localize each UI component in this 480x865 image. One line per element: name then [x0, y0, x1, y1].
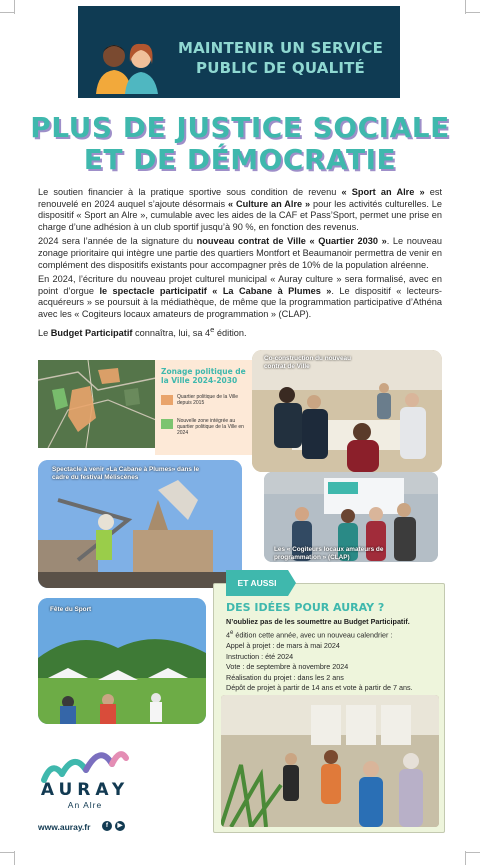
bold-run: le spectacle participatif « La Cabane à Plumes »: [99, 285, 332, 296]
bold-run: nouveau contrat de Ville « Quartier 2030 »: [196, 236, 387, 247]
text-run: est renouvelé en 2024 auquel s’ajoute désormais: [38, 187, 443, 209]
bold-run: Budget Participatif: [50, 327, 133, 338]
fete-du-sport-photo: [38, 598, 206, 724]
crop-mark: [465, 0, 466, 14]
logo-wordmark: AURAY: [40, 780, 130, 800]
crop-mark: [14, 0, 15, 14]
text-run: édition.: [214, 327, 247, 338]
logo-subtitle: An Alre: [67, 800, 103, 810]
exhibition-scene: [221, 695, 439, 827]
banner-title-line1: MAINTENIR UN SERVICE: [177, 39, 384, 57]
superscript: e: [230, 630, 234, 636]
legend-label-2015: Quartier politique de la Ville depuis 2015: [177, 394, 239, 407]
aussi-title: DES IDÉES POUR AURAY ?: [226, 601, 385, 614]
crop-mark: [465, 851, 466, 865]
text-run: édition cette année, avec un nouveau calendrier :: [233, 630, 393, 640]
sport-event-scene: [38, 598, 206, 724]
zonage-map-image: [38, 360, 156, 448]
aussi-calendar: [226, 628, 441, 694]
crop-mark: [466, 12, 480, 13]
aussi-line: Dépôt de projet à partir de 14 ans et vote à partir de 7 ans.: [226, 683, 413, 693]
legend-swatch-2024: [161, 419, 173, 429]
text-run: Le: [38, 327, 51, 338]
zonage-legend-panel: [155, 360, 265, 455]
map-illustration: [38, 360, 156, 448]
website-link[interactable]: www.auray.fr: [38, 822, 91, 832]
caption-coconstruction: Co-construction du nouveau contrat de Ville: [264, 355, 351, 370]
budget-participatif-photo: [221, 695, 439, 827]
superscript: e: [210, 324, 215, 334]
crop-mark: [14, 851, 15, 865]
caption-cogiteurs: Les « Cogiteurs locaux amateurs de programmation » (CLAP): [274, 546, 384, 561]
aussi-line: Vote : de septembre à novembre 2024: [226, 662, 349, 672]
headline-line2: ET DE DÉMOCRATIE: [83, 143, 397, 176]
crop-mark: [0, 12, 14, 13]
crop-mark: [466, 852, 480, 853]
text-run: Le soutien financier à la pratique sportive sous condition de revenu: [38, 187, 342, 197]
article-body: [38, 187, 442, 342]
aussi-line: Instruction : été 2024: [226, 651, 294, 661]
banner-title-line2: PUBLIC DE QUALITÉ: [196, 59, 365, 77]
text-run: connaîtra, lui, sa 4: [132, 327, 211, 338]
aussi-intro: [226, 628, 441, 641]
people-illustration-icon: [92, 34, 162, 94]
paragraph-budget-participatif: [38, 324, 442, 340]
text-run: 2024 sera l’année de la signature du: [38, 236, 197, 247]
facebook-icon[interactable]: f: [102, 821, 112, 831]
page-headline: [20, 112, 460, 176]
text-run: 4: [226, 630, 230, 640]
youtube-icon[interactable]: ▶: [115, 821, 125, 831]
text-run: En 2024, l’écriture du nouveau projet culturel municipal « Auray culture » sera formalisé, avec en point d’orgue: [38, 274, 442, 296]
headline-line1: PLUS DE JUSTICE SOCIALE: [30, 111, 450, 144]
coconstruction-photo: [252, 350, 442, 472]
cogiteurs-photo: [264, 472, 438, 562]
spectacle-photo: [38, 460, 242, 588]
et-aussi-tab: ET AUSSI: [226, 570, 288, 596]
aussi-line: Appel à projet : de mars à mai 2024: [226, 640, 340, 650]
paragraph-projet-culturel: [38, 274, 442, 320]
caption-fete: Fête du Sport: [50, 606, 92, 613]
aussi-subtitle: N’oubliez pas de les soumettre au Budget Participatif.: [226, 617, 410, 626]
text-run: . Le dispositif « lecteurs-acquéreurs » se poursuit à la médiathèque, de même que la programmation participative d’Athéna avec les « Cogiteurs locaux amateurs de programmation » (CLAP).: [38, 285, 442, 319]
paragraph-sport-culture: [38, 187, 442, 233]
top-banner: [78, 6, 400, 98]
banner-title: [168, 38, 393, 78]
crop-mark: [0, 852, 14, 853]
caption-spectacle: Spectacle à venir «La Cabane à Plumes» dans le cadre du festival Méliscènes: [52, 466, 200, 481]
bold-run: « Culture an Alre »: [227, 198, 311, 209]
text-run: pour les activités culturelles. Le dispositif « Sport an Alre », cumulable avec les aides de la CAF et Pass’Sport, permet une prise en charge d’une adhésion à un club sportif jusqu’à 90 %, en fonction des revenus.: [38, 198, 442, 232]
legend-swatch-2015: [161, 395, 173, 405]
paragraph-contrat-ville: [38, 236, 442, 271]
legend-label-2024: Nouvelle zone intégrée au quartier politique de la Ville en 2024: [177, 418, 244, 437]
text-run: . Le nouveau zonage prioritaire qui intègre une partie des quartiers Montfort et Beaumanoir permettra de venir en complément des dispositifs existants pour accompagner près de 10% de la population alréenne.: [38, 236, 442, 270]
aussi-line: Réalisation du projet : dans les 2 ans: [226, 672, 344, 682]
bold-run: « Sport an Alre »: [341, 187, 425, 197]
zonage-title: Zonage politique de la Ville 2024-2030: [161, 367, 246, 385]
